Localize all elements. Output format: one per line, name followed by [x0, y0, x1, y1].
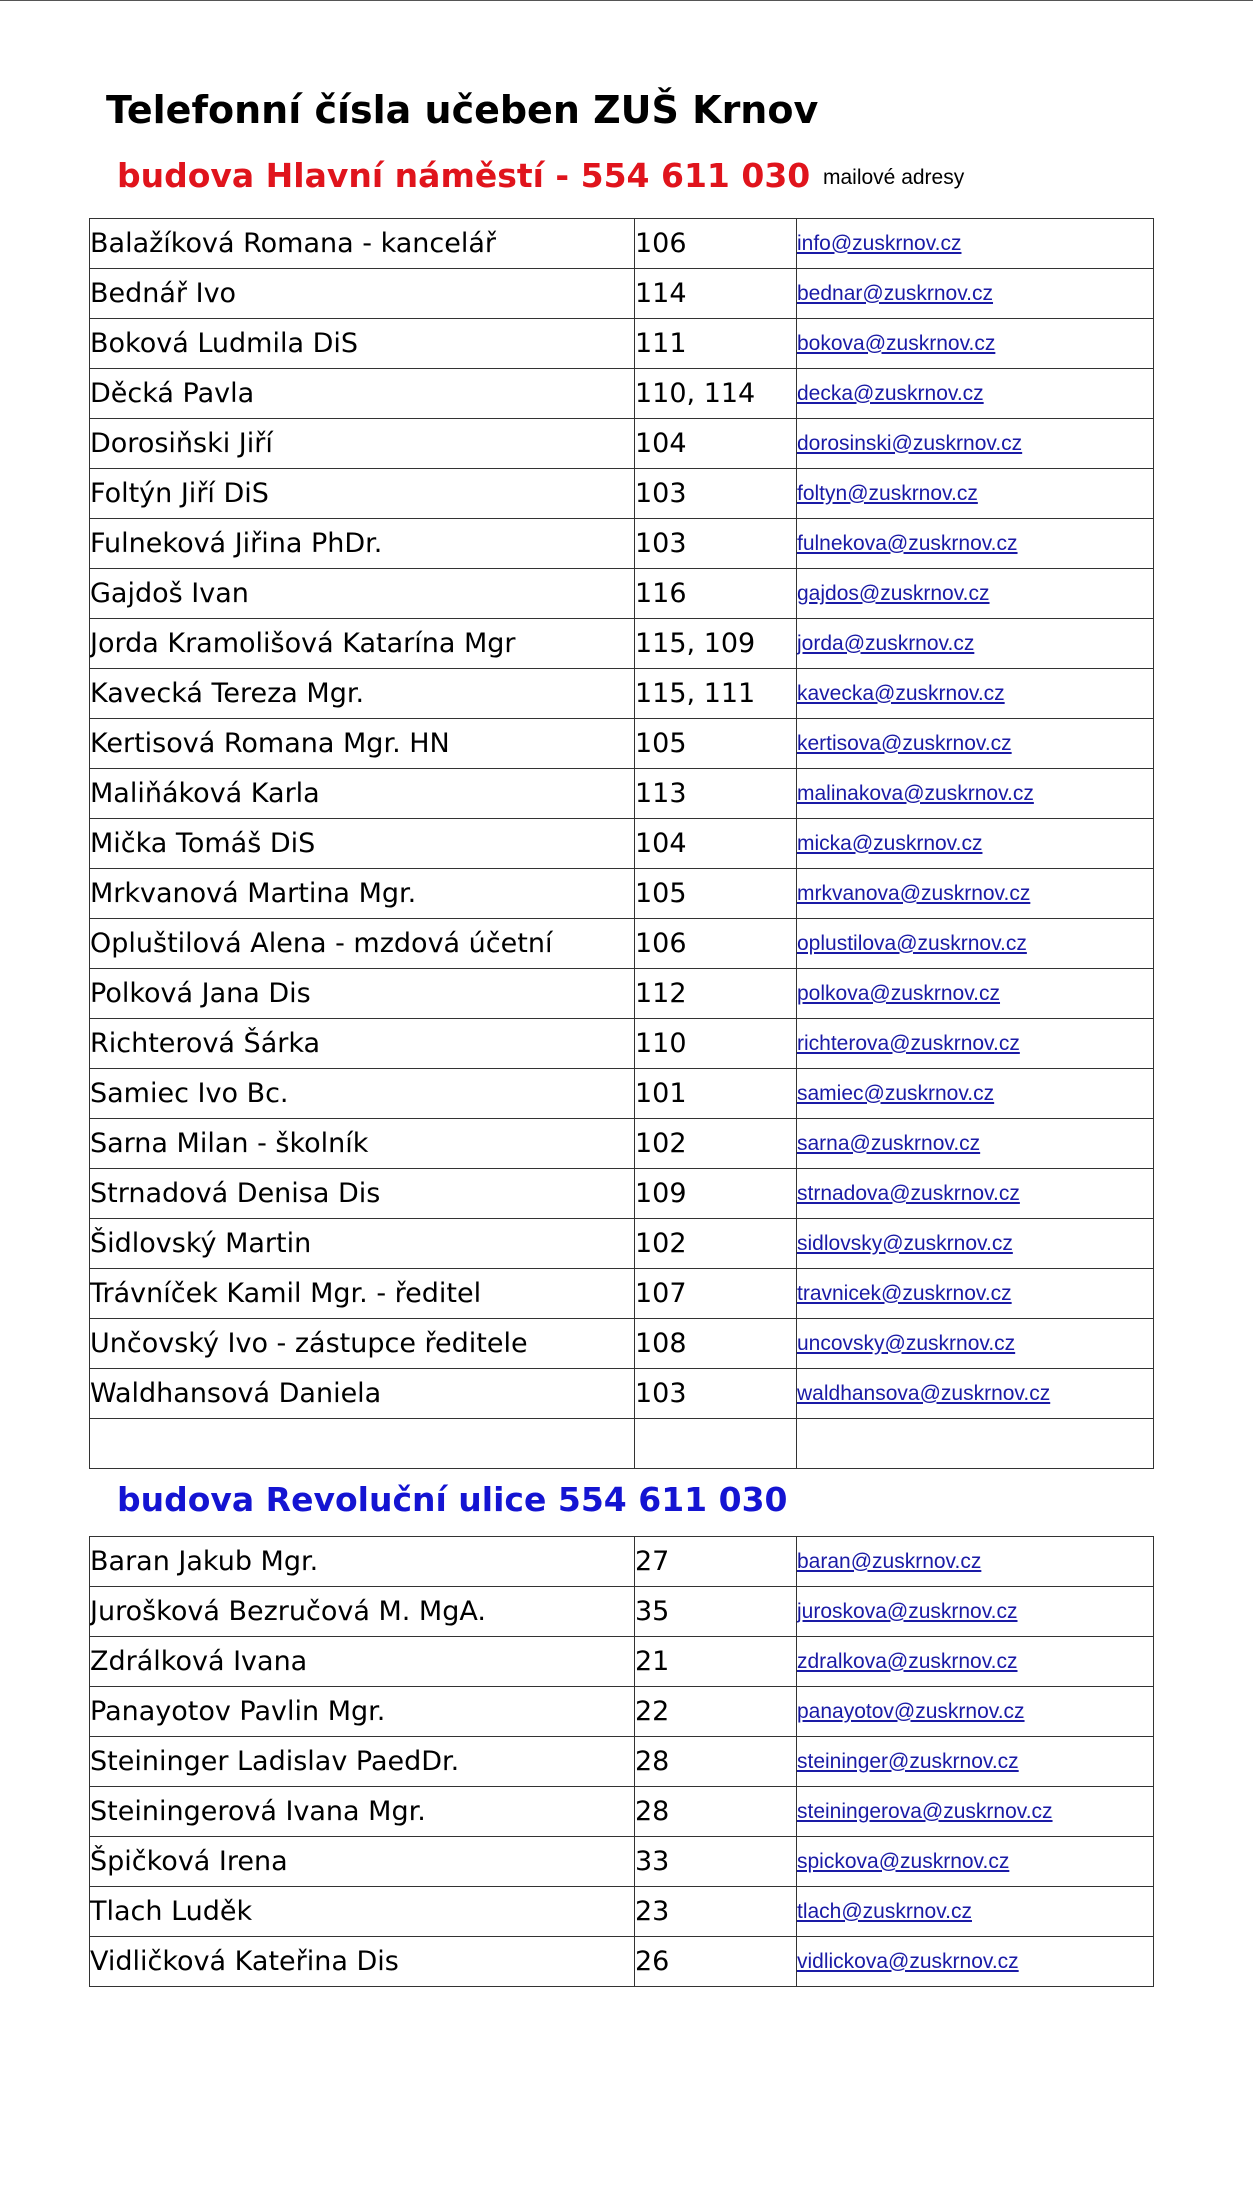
room-number: 35 [635, 1587, 797, 1637]
email-cell [797, 419, 1154, 469]
person-name: Steininger Ladislav PaedDr. [90, 1737, 635, 1787]
person-name: Strnadová Denisa Dis [90, 1169, 635, 1219]
room-number: 108 [635, 1319, 797, 1369]
person-name: Fulneková Jiřina PhDr. [90, 519, 635, 569]
email-cell [797, 1687, 1154, 1737]
table-row [90, 1837, 1154, 1887]
email-link[interactable]: steiningerova@zuskrnov.cz [797, 1799, 1053, 1823]
email-link[interactable]: malinakova@zuskrnov.cz [797, 781, 1034, 805]
person-name: Maliňáková Karla [90, 769, 635, 819]
person-name: Trávníček Kamil Mgr. - ředitel [90, 1269, 635, 1319]
table-row [90, 319, 1154, 369]
person-name: Zdrálková Ivana [90, 1637, 635, 1687]
room-number [635, 1419, 797, 1469]
room-number: 21 [635, 1637, 797, 1687]
email-link[interactable]: richterova@zuskrnov.cz [797, 1031, 1020, 1055]
room-number: 28 [635, 1737, 797, 1787]
table-row [90, 1119, 1154, 1169]
email-cell [797, 1119, 1154, 1169]
table-row [90, 1587, 1154, 1637]
email-cell [797, 1069, 1154, 1119]
email-cell [797, 1019, 1154, 1069]
table-row [90, 1887, 1154, 1937]
email-cell [797, 569, 1154, 619]
page-top-border [0, 0, 1253, 1]
table-row [90, 1787, 1154, 1837]
email-link[interactable]: bokova@zuskrnov.cz [797, 331, 996, 355]
email-link[interactable]: bednar@zuskrnov.cz [797, 281, 994, 305]
email-link[interactable]: strnadova@zuskrnov.cz [797, 1181, 1020, 1205]
table-row [90, 1019, 1154, 1069]
table-row [90, 1269, 1154, 1319]
person-name [90, 1419, 635, 1469]
person-name: Dorosiňski Jiří [90, 419, 635, 469]
room-number: 26 [635, 1937, 797, 1987]
person-name: Vidličková Kateřina Dis [90, 1937, 635, 1987]
email-cell [797, 1369, 1154, 1419]
email-link[interactable]: dorosinski@zuskrnov.cz [797, 431, 1023, 455]
table-row [90, 619, 1154, 669]
table-row [90, 1319, 1154, 1369]
room-number: 106 [635, 219, 797, 269]
room-number: 103 [635, 469, 797, 519]
email-link[interactable]: mrkvanova@zuskrnov.cz [797, 881, 1031, 905]
email-link[interactable]: tlach@zuskrnov.cz [797, 1899, 972, 1923]
room-number: 33 [635, 1837, 797, 1887]
person-name: Panayotov Pavlin Mgr. [90, 1687, 635, 1737]
person-name: Špičková Irena [90, 1837, 635, 1887]
room-number: 105 [635, 719, 797, 769]
email-link[interactable]: uncovsky@zuskrnov.cz [797, 1331, 1016, 1355]
email-cell [797, 769, 1154, 819]
table-row [90, 469, 1154, 519]
person-name: Unčovský Ivo - zástupce ředitele [90, 1319, 635, 1369]
email-link[interactable]: kavecka@zuskrnov.cz [797, 681, 1005, 705]
room-number: 104 [635, 819, 797, 869]
email-link[interactable]: baran@zuskrnov.cz [797, 1549, 982, 1573]
email-link[interactable]: samiec@zuskrnov.cz [797, 1081, 995, 1105]
room-number: 112 [635, 969, 797, 1019]
email-link[interactable]: panayotov@zuskrnov.cz [797, 1699, 1025, 1723]
person-name: Kavecká Tereza Mgr. [90, 669, 635, 719]
email-cell [797, 269, 1154, 319]
revolucni-contacts-table [89, 1536, 1154, 1987]
person-name: Samiec Ivo Bc. [90, 1069, 635, 1119]
room-number: 111 [635, 319, 797, 369]
room-number: 106 [635, 919, 797, 969]
person-name: Waldhansová Daniela [90, 1369, 635, 1419]
email-column-label: mailové adresy [823, 166, 965, 189]
table-row [90, 669, 1154, 719]
person-name: Boková Ludmila DiS [90, 319, 635, 369]
document-title: Telefonní čísla učeben ZUŠ Krnov [106, 88, 819, 132]
email-cell [797, 1537, 1154, 1587]
email-cell [797, 1319, 1154, 1369]
room-number: 23 [635, 1887, 797, 1937]
room-number: 110, 114 [635, 369, 797, 419]
table-row [90, 1537, 1154, 1587]
building-revolucni-heading: budova Revoluční ulice 554 611 030 [117, 1480, 788, 1519]
table-row [90, 1069, 1154, 1119]
table-row [90, 1369, 1154, 1419]
email-link[interactable]: vidlickova@zuskrnov.cz [797, 1949, 1019, 1973]
room-number: 109 [635, 1169, 797, 1219]
email-cell [797, 619, 1154, 669]
email-link[interactable]: spickova@zuskrnov.cz [797, 1849, 1010, 1873]
room-number: 107 [635, 1269, 797, 1319]
table-row [90, 1737, 1154, 1787]
email-link[interactable]: jorda@zuskrnov.cz [797, 631, 975, 655]
email-cell [797, 1637, 1154, 1687]
table-row [90, 969, 1154, 1019]
email-link[interactable]: kertisova@zuskrnov.cz [797, 731, 1012, 755]
person-name: Šidlovský Martin [90, 1219, 635, 1269]
table-row [90, 769, 1154, 819]
table-row [90, 1169, 1154, 1219]
room-number: 22 [635, 1687, 797, 1737]
room-number: 102 [635, 1219, 797, 1269]
email-link[interactable]: fulnekova@zuskrnov.cz [797, 531, 1018, 555]
email-cell [797, 369, 1154, 419]
person-name: Polková Jana Dis [90, 969, 635, 1019]
email-link[interactable]: waldhansova@zuskrnov.cz [797, 1381, 1051, 1405]
person-name: Jurošková Bezručová M. MgA. [90, 1587, 635, 1637]
room-number: 103 [635, 519, 797, 569]
table-row [90, 269, 1154, 319]
email-cell [797, 1837, 1154, 1887]
building-main-square-heading: budova Hlavní náměstí - 554 611 030 [117, 156, 811, 195]
table-row [90, 369, 1154, 419]
person-name: Richterová Šárka [90, 1019, 635, 1069]
room-number: 28 [635, 1787, 797, 1837]
email-cell [797, 919, 1154, 969]
email-cell [797, 719, 1154, 769]
table-row [90, 919, 1154, 969]
room-number: 115, 109 [635, 619, 797, 669]
table-row [90, 1419, 1154, 1469]
room-number: 27 [635, 1537, 797, 1587]
room-number: 116 [635, 569, 797, 619]
email-link[interactable]: travnicek@zuskrnov.cz [797, 1281, 1012, 1305]
table-row [90, 819, 1154, 869]
main-square-contacts-table [89, 218, 1154, 1469]
person-name: Děcká Pavla [90, 369, 635, 419]
person-name: Bednář Ivo [90, 269, 635, 319]
email-link[interactable]: info@zuskrnov.cz [797, 231, 962, 255]
email-cell [797, 469, 1154, 519]
table-row [90, 419, 1154, 469]
email-link[interactable]: polkova@zuskrnov.cz [797, 981, 1001, 1005]
table-row [90, 1937, 1154, 1987]
person-name: Jorda Kramolišová Katarína Mgr [90, 619, 635, 669]
table-row [90, 719, 1154, 769]
person-name: Mrkvanová Martina Mgr. [90, 869, 635, 919]
room-number: 104 [635, 419, 797, 469]
person-name: Tlach Luděk [90, 1887, 635, 1937]
email-link[interactable]: gajdos@zuskrnov.cz [797, 581, 990, 605]
email-cell [797, 1419, 1154, 1469]
email-link[interactable]: micka@zuskrnov.cz [797, 831, 983, 855]
email-cell [797, 1937, 1154, 1987]
room-number: 115, 111 [635, 669, 797, 719]
email-cell [797, 1219, 1154, 1269]
email-cell [797, 1169, 1154, 1219]
email-cell [797, 1587, 1154, 1637]
email-link[interactable]: juroskova@zuskrnov.cz [797, 1599, 1018, 1623]
person-name: Kertisová Romana Mgr. HN [90, 719, 635, 769]
email-cell [797, 519, 1154, 569]
room-number: 105 [635, 869, 797, 919]
room-number: 102 [635, 1119, 797, 1169]
email-cell [797, 1787, 1154, 1837]
room-number: 113 [635, 769, 797, 819]
email-cell [797, 819, 1154, 869]
email-cell [797, 319, 1154, 369]
email-cell [797, 1737, 1154, 1787]
person-name: Baran Jakub Mgr. [90, 1537, 635, 1587]
email-cell [797, 869, 1154, 919]
person-name: Sarna Milan - školník [90, 1119, 635, 1169]
room-number: 103 [635, 1369, 797, 1419]
table-row [90, 1687, 1154, 1737]
person-name: Gajdoš Ivan [90, 569, 635, 619]
table-row [90, 1219, 1154, 1269]
email-cell [797, 1269, 1154, 1319]
email-cell [797, 219, 1154, 269]
email-link[interactable]: steininger@zuskrnov.cz [797, 1749, 1019, 1773]
email-cell [797, 969, 1154, 1019]
email-link[interactable]: foltyn@zuskrnov.cz [797, 481, 978, 505]
table-row [90, 519, 1154, 569]
person-name: Foltýn Jiří DiS [90, 469, 635, 519]
table-row [90, 219, 1154, 269]
email-link[interactable]: zdralkova@zuskrnov.cz [797, 1649, 1018, 1673]
person-name: Balažíková Romana - kancelář [90, 219, 635, 269]
person-name: Mička Tomáš DiS [90, 819, 635, 869]
room-number: 110 [635, 1019, 797, 1069]
email-link[interactable]: oplustilova@zuskrnov.cz [797, 931, 1027, 955]
email-link[interactable]: decka@zuskrnov.cz [797, 381, 984, 405]
room-number: 114 [635, 269, 797, 319]
table-row [90, 1637, 1154, 1687]
email-cell [797, 1887, 1154, 1937]
room-number: 101 [635, 1069, 797, 1119]
person-name: Steiningerová Ivana Mgr. [90, 1787, 635, 1837]
person-name: Opluštilová Alena - mzdová účetní [90, 919, 635, 969]
table-row [90, 869, 1154, 919]
email-cell [797, 669, 1154, 719]
table-row [90, 569, 1154, 619]
email-link[interactable]: sarna@zuskrnov.cz [797, 1131, 981, 1155]
email-link[interactable]: sidlovsky@zuskrnov.cz [797, 1231, 1013, 1255]
